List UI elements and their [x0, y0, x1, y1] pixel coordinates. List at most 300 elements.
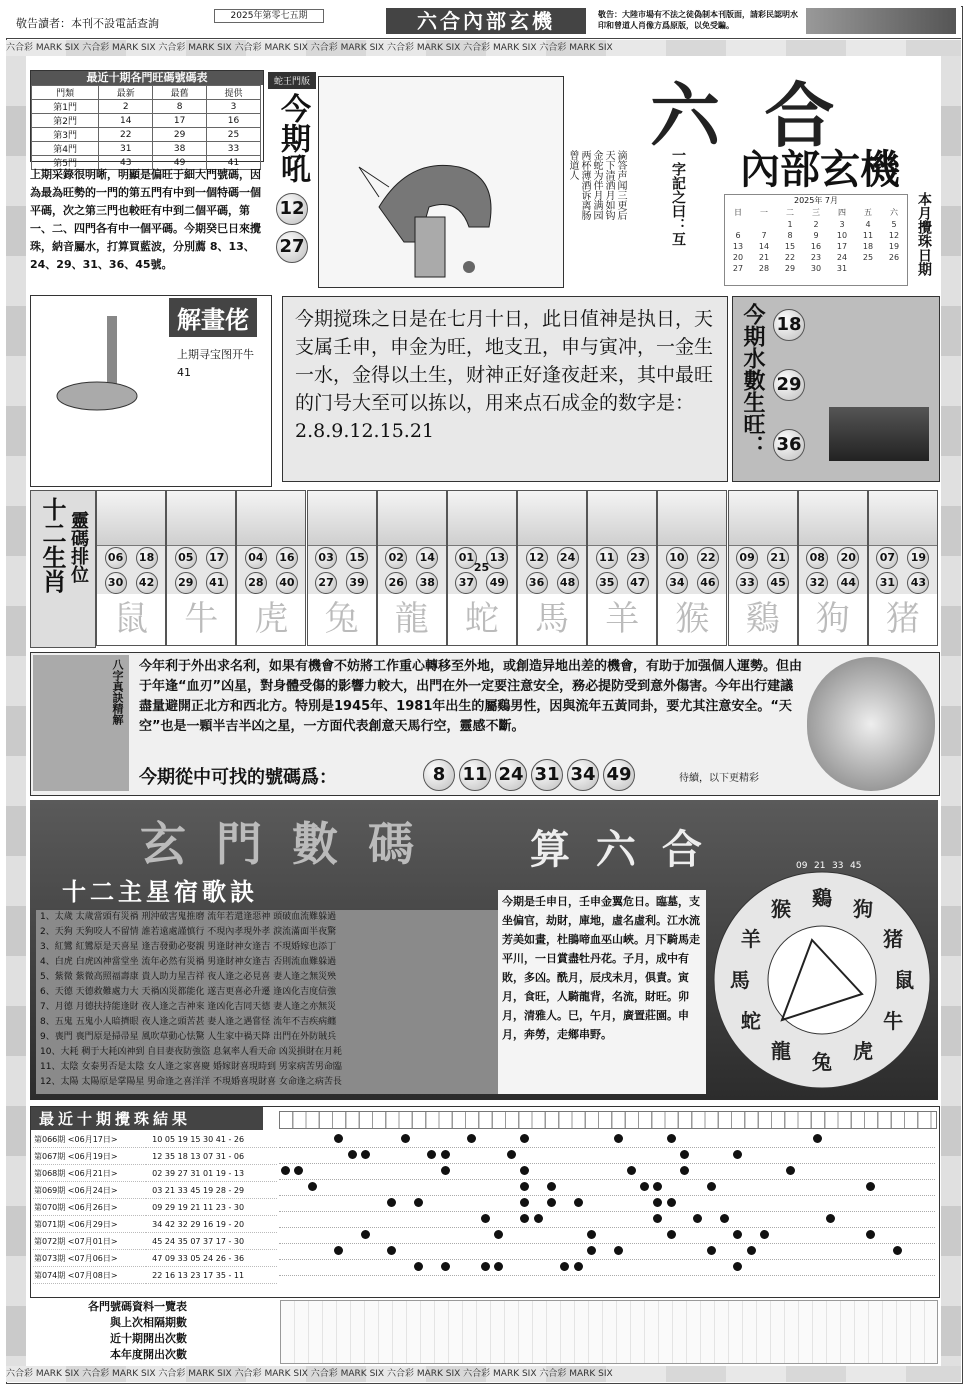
result-dot: [361, 1230, 370, 1239]
wheel-label: 猴: [770, 896, 791, 921]
calendar-day: 8: [787, 231, 793, 240]
result-dot: [667, 1198, 676, 1207]
bazi-number: 24: [495, 759, 527, 791]
calendar-day: 5: [891, 220, 897, 229]
calendar-day: 30: [810, 264, 822, 273]
bazi-numbers: [423, 759, 635, 791]
bazi-side: 八字真訣精解: [111, 659, 124, 725]
zodiac-numbers: [308, 546, 376, 594]
zodiac-name: 虎: [254, 599, 289, 639]
door-table: [31, 85, 261, 170]
result-row: [33, 1182, 277, 1199]
wheel-label: 龍: [770, 1039, 791, 1064]
result-dot-row: [279, 1227, 935, 1244]
zodiac-name: 鼠: [114, 599, 149, 639]
summary-title: 各門號碼資料一覽表: [88, 1300, 187, 1313]
zodiac-number: 06: [105, 547, 127, 569]
result-dot: [574, 1198, 583, 1207]
zodiac-number: 17: [206, 547, 228, 569]
riddle-drawing: [37, 306, 165, 426]
wheel-label: 狗: [853, 896, 874, 921]
result-dot: [427, 1150, 436, 1159]
zodiac-animal-picture: [308, 491, 376, 546]
wheel-top-number: 09: [796, 861, 808, 871]
zodiac-number: 08: [806, 547, 828, 569]
song-line: 12、太陽 太陽原是掌陽星 男命逢之喜洋洋 不現婚喜現財喜 女命逢之病苦長: [40, 1077, 342, 1087]
summary-row-label: 近十期開出次數: [110, 1332, 187, 1345]
result-row: [33, 1216, 277, 1233]
result-dot: [786, 1166, 795, 1175]
zodiac-number: 35: [596, 572, 618, 594]
books-illustration: [829, 407, 929, 461]
calendar-head: 五: [864, 208, 872, 217]
result-dot-row: [279, 1259, 935, 1276]
result-row: [33, 1148, 277, 1165]
result-dot-row: [279, 1131, 935, 1148]
big-title-line1: 六 合: [650, 75, 845, 157]
result-numbers: 34 42 32 29 16 19 - 20: [146, 1216, 277, 1233]
calendar-day: 24: [836, 253, 848, 262]
xuanmen-title2: 算 六 合: [530, 827, 708, 873]
song-line: 11、太陰 女泰男否是太陰 女人逢之家喜慶 婚嫁財喜現時到 男家病苦男命臨: [40, 1062, 342, 1072]
result-dot: [653, 1182, 662, 1191]
zodiac-number: 38: [416, 572, 438, 594]
door-cell: 第4門: [32, 142, 99, 156]
door-table-panel: [30, 70, 264, 169]
result-numbers: 02 39 27 31 01 19 - 13: [146, 1165, 277, 1182]
summary-row-label: 本年度開出次數: [110, 1348, 187, 1361]
door-header: 最舊: [153, 86, 207, 100]
wheel-label: 猪: [883, 926, 904, 951]
zodiac-numbers: [97, 546, 165, 594]
notice-right: 敬告：大陸市場有不法之徒偽制本刊版面，請彩民認明水印和曾道人肖像方爲原版，以免受騙。: [598, 10, 798, 30]
roar-panel: [268, 72, 316, 286]
zodiac-animal-picture: [167, 491, 235, 546]
result-dot: [294, 1166, 303, 1175]
calendar-day: 11: [862, 231, 874, 240]
summary-row-label: 與上次相隔期數: [110, 1316, 187, 1329]
zodiac-wheel: [712, 856, 932, 1096]
result-dot: [348, 1150, 357, 1159]
zodiac-animal-picture: [97, 491, 165, 546]
calendar-day: 29: [784, 264, 796, 273]
door-cell: 第1門: [32, 100, 99, 114]
poem-line: 滴答声闻三更后: [615, 150, 626, 220]
result-dot: [441, 1150, 450, 1159]
wheel-label: 兔: [812, 1050, 832, 1075]
result-row: [33, 1267, 277, 1284]
zodiac-animal-picture: [237, 491, 305, 546]
zodiac-number: 28: [245, 572, 267, 594]
zodiac-number: 22: [697, 547, 719, 569]
calendar-head: 四: [838, 208, 846, 217]
zodiac-cell: [166, 490, 236, 646]
wheel-label: 虎: [853, 1039, 874, 1064]
zodiac-animal-picture: [378, 491, 446, 546]
calendar-head: 六: [890, 208, 898, 217]
zodiac-number: 11: [596, 547, 618, 569]
calendar-month: 2025年 7月: [794, 196, 838, 205]
zodiac-cell: [657, 490, 727, 646]
calendar: [724, 194, 908, 286]
zodiac-cell: [96, 490, 166, 646]
zodiac-number: 37: [455, 572, 477, 594]
brand-strip-right: [941, 56, 961, 1366]
summary-panel: [30, 1298, 938, 1364]
calendar-day: 31: [836, 264, 848, 273]
result-dot: [520, 1214, 529, 1223]
zodiac-number: 07: [876, 547, 898, 569]
result-dot: [720, 1214, 729, 1223]
water-number: 29: [773, 369, 805, 401]
calendar-day: 23: [810, 253, 822, 262]
zodiac-animal-picture: [869, 491, 937, 546]
result-numbers: 22 16 13 23 17 35 - 11: [146, 1267, 277, 1284]
calendar-day: 18: [862, 242, 874, 251]
zodiac-number: 23: [627, 547, 649, 569]
issue-number: 2025年第零七五期: [214, 9, 324, 23]
water-panel: [732, 296, 940, 482]
zodiac-cell: [517, 490, 587, 646]
calendar-head: 二: [786, 208, 794, 217]
zodiac-name: 鷄: [745, 599, 780, 639]
bazi-number: 8: [423, 759, 455, 791]
calendar-day: 19: [888, 242, 900, 251]
zodiac-number: 01: [455, 547, 477, 569]
xuanmen-title: [140, 808, 444, 874]
result-period: 第072期 <07月01日>: [33, 1233, 146, 1250]
song-line: 8、五鬼 五鬼小人暗擠眼 夜人逢之頭苦甚 妻人逢之遇嘗怪 流年不吉疾病纏: [40, 1017, 337, 1027]
zodiac-number: 03: [315, 547, 337, 569]
result-dot: [494, 1230, 503, 1239]
result-dot: [813, 1134, 822, 1143]
zodiac-cell: [377, 490, 447, 646]
zodiac-number: 12: [526, 547, 548, 569]
result-dot: [733, 1230, 742, 1239]
xuanmen-title-char: 碼: [368, 817, 444, 871]
result-period: 第071期 <06月29日>: [33, 1216, 146, 1233]
zodiac-animal-picture: [658, 491, 726, 546]
zodiac-number: 13: [486, 547, 508, 569]
horse-illustration: [318, 76, 564, 288]
calendar-day: 7: [761, 231, 767, 240]
result-dot: [481, 1262, 490, 1271]
zodiac-number: 30: [105, 572, 127, 594]
zodiac-number: 15: [346, 547, 368, 569]
door-cell: 33: [207, 142, 261, 156]
door-cell: 3: [207, 100, 261, 114]
roar-badge: 蛇王門版: [268, 72, 316, 89]
result-dot: [826, 1214, 835, 1223]
zodiac-number: 27: [315, 572, 337, 594]
zodiac-number: 05: [175, 547, 197, 569]
result-dot: [520, 1182, 529, 1191]
brand-strip-left: [6, 56, 26, 1366]
result-dot-row: [279, 1195, 935, 1212]
zodiac-animal-picture: [518, 491, 586, 546]
zodiac-cell: [798, 490, 868, 646]
result-dot: [467, 1134, 476, 1143]
zodiac-side: [30, 490, 96, 648]
calendar-day: [855, 263, 881, 274]
poem-block: [566, 150, 638, 278]
calendar-day: 14: [758, 242, 770, 251]
door-header: 最新: [99, 86, 153, 100]
result-dot: [653, 1198, 662, 1207]
zodiac-number: 29: [175, 572, 197, 594]
bazi-text: 今年利于外出求名利，如果有機會不妨將工作重心轉移至外地，或創造异地出差的機會，有助于加强個人運勢。但由于年逢“血刃”凶星，對身體受傷的影響力較大，出門在外一定要注意安全，務必提防受到意外傷害。今年出行建議盡量避開正北方和西北方。特別是1945年、1981年出生的屬鷄男性，因與流年五黃同卦，要尤其注意安全。“天空”也是一顆半吉半凶之星，一方面代表創意天馬行空，靈感不斷。: [139, 659, 803, 734]
zodiac-number: 24: [557, 547, 579, 569]
calendar-day: 25: [862, 253, 874, 262]
zodiac-cell: [587, 490, 657, 646]
door-cell: 第5門: [32, 156, 99, 170]
result-dot: [308, 1182, 317, 1191]
door-cell: 29: [153, 128, 207, 142]
big-title-line2: 內部玄機: [740, 147, 900, 193]
zodiac-side-title: 十二生肖: [38, 497, 66, 593]
result-period: 第066期 <06月17日>: [33, 1131, 146, 1148]
zodiac-name: 馬: [535, 599, 570, 639]
wheel-center: [768, 926, 876, 1034]
result-dot: [547, 1198, 556, 1207]
calendar-day: 16: [810, 242, 822, 251]
result-period: 第073期 <07月06日>: [33, 1250, 146, 1267]
calendar-day: 27: [732, 264, 744, 273]
zodiac-number: 33: [736, 572, 758, 594]
calendar-day: 13: [732, 242, 744, 251]
wheel-label: 蛇: [740, 1009, 761, 1034]
calendar-day: 4: [865, 220, 871, 229]
zodiac-numbers: [167, 546, 235, 594]
wheel-label: 馬: [729, 968, 750, 992]
calendar-day: 15: [784, 242, 796, 251]
song-line: 3、紅鸞 紅鸞原是天喜星 逢吉發動必娶親 男逢財神女逢吉 不現婚嫁也添丁: [40, 942, 337, 952]
calendar-day: 3: [839, 220, 845, 229]
water-number: 18: [773, 309, 805, 341]
calendar-day: 28: [758, 264, 770, 273]
zodiac-number: 40: [276, 572, 298, 594]
zodiac-cell: [447, 490, 517, 646]
result-dot: [747, 1246, 756, 1255]
result-dot-row: [279, 1147, 935, 1164]
wheel-label: 鷄: [812, 885, 832, 910]
zodiac-number: 31: [876, 572, 898, 594]
wheel-top-number: 33: [832, 861, 844, 871]
result-numbers: 03 21 33 45 19 28 - 29: [146, 1182, 277, 1199]
wheel-label: 牛: [883, 1009, 904, 1034]
zodiac-name: 狗: [815, 599, 850, 639]
door-header: 提供: [207, 86, 261, 100]
zodiac-number: 19: [907, 547, 929, 569]
zodiac-cell: [307, 490, 377, 646]
result-dot: [866, 1230, 875, 1239]
zodiac-name: 牛: [184, 599, 219, 639]
result-dot: [281, 1166, 290, 1175]
calendar-day: 26: [888, 253, 900, 262]
roar-title: 今期吼: [275, 93, 310, 183]
song-line: 5、紫微 紫微高照福壽康 貴人助力星吉祥 夜人逢之必見喜 妻人逢之無災殃: [40, 972, 337, 982]
zodiac-animal-picture: [448, 491, 516, 546]
zodiac-extra-number: 25: [473, 561, 490, 574]
brand-strip-bottom: 六合彩 MARK SIX 六合彩 MARK SIX 六合彩 MARK SIX 六合彩 MARK SIX 六合彩 MARK SIX 六合彩 MARK SIX 六合彩 MARK SIX 六合彩 MARK SIX: [6, 1366, 961, 1382]
door-cell: 49: [153, 156, 207, 170]
result-dot: [414, 1198, 423, 1207]
calendar-head: 三: [812, 208, 820, 217]
calendar-day: 1: [787, 220, 793, 229]
door-cell: 14: [99, 114, 153, 128]
result-dot: [680, 1150, 689, 1159]
bazi-number: 31: [531, 759, 563, 791]
result-numbers: 12 35 18 13 07 31 - 06: [146, 1148, 277, 1165]
result-dot: [547, 1182, 556, 1191]
results-dot-grid: [279, 1109, 935, 1293]
zodiac-numbers: [237, 546, 305, 594]
door-cell: 第2門: [32, 114, 99, 128]
zodiac-numbers: [518, 546, 586, 594]
roar-number: 12: [276, 193, 308, 225]
calendar-head: 一: [760, 208, 768, 217]
zodiac-number: 02: [385, 547, 407, 569]
result-numbers: 10 05 19 15 30 41 - 26: [146, 1131, 277, 1148]
water-number: 36: [773, 429, 805, 461]
zodiac-number: 45: [767, 572, 789, 594]
results-table: [33, 1131, 277, 1284]
door-cell: 17: [153, 114, 207, 128]
calendar-day: 22: [784, 253, 796, 262]
riddle-text: 上期寻宝图开牛41: [177, 348, 254, 379]
result-dot: [387, 1246, 396, 1255]
calendar-day: 20: [732, 253, 744, 262]
bazi-pick-label: 今期從中可找的號碼爲：: [139, 767, 337, 788]
bazi-number: 11: [459, 759, 491, 791]
song-line: 1、太歲 太歲當頭有災禍 刑沖破害鬼推磨 流年若還逢惡神 頭破血流難躲過: [40, 912, 337, 922]
zodiac-number: 42: [136, 572, 158, 594]
big-title-panel: [640, 60, 940, 290]
result-dot: [760, 1230, 769, 1239]
poem-line: 两杯薄酒诉离肠: [579, 150, 590, 220]
calendar-side-label: 本月攪珠日期: [916, 192, 932, 276]
result-dot: [494, 1262, 503, 1271]
fortune-text: 今期搅珠之日是在七月十日，此日值神是执日，天支属壬申，申金为旺，地支丑，申与寅冲，一金生一水，金得以土生，财神正好逢夜赶来，其中最旺的门号大至可以拣以，用来点石成金的数字是：2.8.9.12.15.21: [295, 308, 714, 442]
xuanmen-title-char: 數: [292, 817, 368, 871]
result-dot: [534, 1214, 543, 1223]
songs-panel: [36, 910, 500, 1094]
result-numbers: 47 09 33 05 24 26 - 36: [146, 1250, 277, 1267]
result-dot: [627, 1166, 636, 1175]
door-cell: 8: [153, 100, 207, 114]
song-line: 9、喪門 喪門原是掃帚星 風吹草動心怯驚 人生家中禍天降 出門在外防賊兵: [40, 1032, 337, 1042]
calendar-day: 2: [813, 220, 819, 229]
bazi-book: [33, 655, 129, 791]
zodiac-number: 47: [627, 572, 649, 594]
calendar-day: 10: [836, 231, 848, 240]
intro-text: 上期采錄很明晰，明顯是偏旺于細大門號碼，因為最為旺勢的一門的第五門有中到一個特碼一個平碼，次之第三門也較旺有中到二個平碼，第一、二、四門各有中一個平碼。今期癸巳日來攪珠，納音屬水，打算買藍波，分別薦 8、13、24、29、31、36、45號。: [30, 168, 261, 271]
result-dot-row: [279, 1211, 935, 1228]
zodiac-number: 39: [346, 572, 368, 594]
result-period: 第070期 <06月26日>: [33, 1199, 146, 1216]
xuanmen-right-text: 今期是壬申日，壬申金翼危日。臨墓，支坐偏官，劫財，庫地，虛名虛利。江水流芳美如畫，杜鵑啼血巫山峽。月下騎馬走平川，一日賞盡牡丹花。子月，成中有敗，多凶。酰月，辰戌未月，俱責。寅月，食旺，人騎龍背，名流，財旺。卯月，清雅人。巳，午月，廣置莊園。申月，奔勞，走鄉串野。: [498, 890, 706, 1094]
poem-line: 金蛇为伴月满园: [591, 150, 602, 220]
door-cell: 31: [99, 142, 153, 156]
fortune-panel: [282, 296, 728, 482]
header-title: 六合內部玄機: [386, 8, 586, 34]
result-dot: [587, 1246, 596, 1255]
calendar-day: [725, 219, 751, 230]
zodiac-name: 羊: [605, 599, 640, 639]
result-dot: [707, 1246, 716, 1255]
result-dot: [733, 1262, 742, 1271]
result-row: [33, 1250, 277, 1267]
zodiac-numbers: [799, 546, 867, 594]
result-header-balls: [279, 1111, 937, 1129]
zodiac-number: 14: [416, 547, 438, 569]
zodiac-numbers: [378, 546, 446, 594]
header-decoration: [806, 8, 956, 34]
result-dot: [693, 1214, 702, 1223]
calendar-day: 6: [735, 231, 741, 240]
wheel-svg: [712, 856, 932, 1096]
door-cell: 25: [207, 128, 261, 142]
zodiac-animal-picture: [799, 491, 867, 546]
result-dot: [574, 1262, 583, 1271]
wheel-top-number: 21: [814, 861, 826, 871]
zodiac-numbers: [869, 546, 937, 594]
calendar-day: [881, 263, 907, 274]
zodiac-number: 04: [245, 547, 267, 569]
zodiac-numbers: [448, 546, 516, 594]
result-dot: [560, 1262, 569, 1271]
zodiac-name: 猪: [885, 599, 920, 639]
song-line: 6、天德 天德救難處力大 天禍凶災都能化 遂吉更喜必升遷 逢凶化吉度信強: [40, 987, 337, 997]
zodiac-cell: [868, 490, 938, 646]
zodiac-numbers: [729, 546, 797, 594]
result-row: [33, 1199, 277, 1216]
zodiac-number: 46: [697, 572, 719, 594]
result-row: [33, 1165, 277, 1182]
zodiac-number: 34: [666, 572, 688, 594]
calendar-day: 21: [758, 253, 770, 262]
song-line: 10、大耗 稠于大耗凶神到 自目妻夜防強盜 息氣率人看天命 凶災損財在月耗: [40, 1047, 342, 1057]
bazi-tail: 待續，以下更精彩: [679, 773, 759, 784]
zodiac-number: 48: [557, 572, 579, 594]
zodiac-number: 21: [767, 547, 789, 569]
result-dot: [640, 1182, 649, 1191]
result-dot: [401, 1134, 410, 1143]
door-cell: 2: [99, 100, 153, 114]
zodiac-side-sub: 靈碼排位: [68, 511, 89, 583]
result-dot: [481, 1214, 490, 1223]
wheel-top-number: 45: [850, 861, 862, 871]
horse-drawing: [319, 77, 563, 287]
xuanmen-subtitle: 十二主星宿歌訣: [62, 878, 258, 906]
poem-author: 曾道人: [567, 150, 578, 180]
zodiac-name: 龍: [394, 599, 429, 639]
water-title: 今期水數生旺：: [740, 303, 765, 457]
zodiac-numbers: [588, 546, 656, 594]
result-dot: [334, 1246, 343, 1255]
result-dot: [866, 1182, 875, 1191]
song-line: 4、白虎 白虎凶神當堂坐 流年必然有災禍 男逢財神女逢吉 否則流血難躲過: [40, 957, 337, 967]
result-dot-row: [279, 1179, 935, 1196]
riddle-title: 解畫佬: [169, 298, 257, 337]
result-dot: [520, 1134, 529, 1143]
calendar-grid: [725, 206, 907, 274]
zodiac-name: 猴: [675, 599, 710, 639]
result-dot: [733, 1150, 742, 1159]
song-line: 7、月德 月德扶持能逢財 夜人逢之吉神來 逢凶化吉同天德 妻人逢之亦無災: [40, 1002, 337, 1012]
zodiac-numbers: [658, 546, 726, 594]
result-numbers: 45 24 35 07 37 17 - 30: [146, 1233, 277, 1250]
